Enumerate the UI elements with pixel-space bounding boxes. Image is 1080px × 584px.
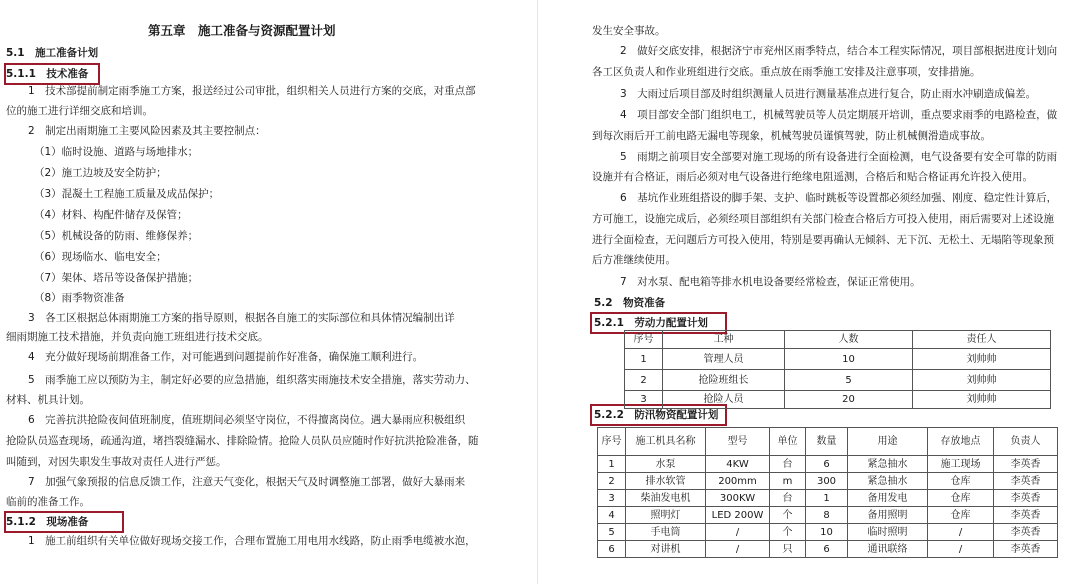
table-cell: 台 (770, 490, 806, 507)
table-header-cell: 责任人 (913, 331, 1051, 349)
table-cell: 6 (598, 541, 626, 558)
paragraph-line: 后方准继续使用。 (592, 254, 676, 266)
table-cell: 备用发电 (848, 490, 928, 507)
table-cell: 李英香 (994, 524, 1058, 541)
table-row (598, 541, 1058, 558)
paragraph-line: 7 对水泵、配电箱等排水机电设备要经常检查，保证正常使用。 (620, 276, 921, 288)
table-cell: 2 (598, 473, 626, 490)
section-5-2-1-heading: 5.2.1 劳动力配置计划 (594, 317, 708, 329)
table-cell: 10 (785, 349, 913, 370)
table-cell: 刘帅帅 (913, 370, 1051, 391)
paragraph-line: 6 基坑作业班组搭设的脚手架、支护、临时跳板等设置都必须经加强、刚度、稳定性计算后， (620, 192, 1058, 204)
table-cell: 个 (770, 524, 806, 541)
paragraph-line: 2 做好交底安排，根据济宁市兖州区雨季特点，结合本工程实际情况，项目部根据进度计划向 (620, 45, 1058, 57)
table-cell: / (706, 524, 770, 541)
paragraph-line: 设施并有合格证，雨后必须对电气设备进行绝缘电阻遥测，合格后和贴合格证再允许投入使用。 (592, 171, 1033, 183)
paragraph-line: 方可施工，设施完成后，必须经项目部组织有关部门检查合格后方可投入使用，雨后需要对上述设施 (592, 213, 1054, 225)
table-cell: 李英香 (994, 541, 1058, 558)
table-header-cell: 型号 (706, 428, 770, 456)
table-header-cell: 施工机具名称 (626, 428, 706, 456)
list-item: （1）临时设施、道路与场地排水； (34, 146, 199, 158)
section-5-1-1-heading: 5.1.1 技术准备 (6, 68, 89, 80)
table-cell: 柴油发电机 (626, 490, 706, 507)
table-cell: / (928, 541, 994, 558)
table-header-cell: 用途 (848, 428, 928, 456)
paragraph-line: 7 加强气象预报的信息反馈工作，注意天气变化，根据天气及时调整施工部署，做好大暴雨来 (28, 476, 466, 488)
table-cell: 刘帅帅 (913, 349, 1051, 370)
table-cell: 1 (806, 490, 848, 507)
table-cell: m (770, 473, 806, 490)
table-cell: 5 (598, 524, 626, 541)
table-header-cell: 负责人 (994, 428, 1058, 456)
table-row (625, 370, 1051, 391)
table-cell: 6 (806, 541, 848, 558)
chapter-title: 第五章 施工准备与资源配置计划 (148, 23, 336, 38)
table-cell: 3 (625, 391, 663, 409)
table-cell: 临时照明 (848, 524, 928, 541)
table-cell: 李英香 (994, 490, 1058, 507)
list-item: （4）材料、构配件储存及保管； (34, 209, 188, 221)
paragraph-line: 抢险队员巡查现场，疏通沟道，堵挡裂缝漏水、排除险情。抢险人员队员应随时作好抗洪抢险准备，随 (6, 435, 479, 447)
table-cell: 仓库 (928, 507, 994, 524)
table-header-cell: 序号 (598, 428, 626, 456)
table-cell: 水泵 (626, 456, 706, 473)
table-cell: 300KW (706, 490, 770, 507)
table-cell: 管理人员 (663, 349, 785, 370)
table-cell: 只 (770, 541, 806, 558)
section-5-2-2-heading: 5.2.2 防汛物资配置计划 (594, 409, 719, 421)
table-row (598, 507, 1058, 524)
list-item: （2）施工边坡及安全防护； (34, 167, 167, 179)
table-row (625, 391, 1051, 409)
table-cell: 施工现场 (928, 456, 994, 473)
table-cell: 300 (806, 473, 848, 490)
table-cell: LED 200W (706, 507, 770, 524)
table-cell: 备用照明 (848, 507, 928, 524)
paragraph-line: 6 完善抗洪抢险夜间值班制度，值班期间必须坚守岗位，不得擅离岗位。遇大暴雨应积极组织 (28, 414, 466, 426)
table-row (598, 524, 1058, 541)
table-cell: 手电筒 (626, 524, 706, 541)
table-cell: 10 (806, 524, 848, 541)
paragraph-line: 4 项目部安全部门组织电工，机械驾驶员等人员定期展开培训，重点要求雨季的电路检查，做 (620, 109, 1058, 121)
paragraph-line: 到每次雨后开工前电路无漏电等现象，机械驾驶员谨慎驾驶，防止机械侧滑造成事故。 (592, 130, 991, 142)
table-cell: 4KW (706, 456, 770, 473)
section-5-1-2-heading: 5.1.2 现场准备 (6, 516, 89, 528)
table-header-cell: 存放地点 (928, 428, 994, 456)
table-header-row (625, 331, 1051, 349)
table-cell: / (928, 524, 994, 541)
table-cell: 3 (598, 490, 626, 507)
paragraph-line: 5 雨期之前项目安全部要对施工现场的所有设备进行全面检测，电气设备要有安全可靠的防雨 (620, 151, 1058, 163)
table-cell: 紧急抽水 (848, 473, 928, 490)
table-cell: 20 (785, 391, 913, 409)
table-cell: 1 (625, 349, 663, 370)
paragraph-line: 发生安全事故。 (592, 25, 666, 37)
paragraph-line: 1 施工前组织有关单位做好现场交接工作，合理布置施工用电用水线路，防止雨季电缆被水泡， (28, 535, 476, 547)
table-cell: 200mm (706, 473, 770, 490)
paragraph-line: 细雨期施工技术措施，并负责向施工班组进行技术交底。 (6, 331, 269, 343)
paragraph-line: 3 各工区根据总体雨期施工方案的指导原则，根据各自施工的实际部位和具体情况编制出详 (28, 312, 455, 324)
table-cell: 抢险人员 (663, 391, 785, 409)
paragraph-line: 各工区负责人和作业班组进行交底。重点放在雨季施工安排及注意事项，安排措施。 (592, 66, 981, 78)
list-item: （3）混凝土工程施工质量及成品保护； (34, 188, 220, 200)
table-cell: 对讲机 (626, 541, 706, 558)
table-cell: 个 (770, 507, 806, 524)
table-cell: 排水软管 (626, 473, 706, 490)
paragraph-line: 进行全面检查，无问题后方可投入使用，特别是要再确认无倾斜、无下沉、无松土、无塌陷等现象预 (592, 234, 1054, 246)
table-cell: 照明灯 (626, 507, 706, 524)
table-header-row (598, 428, 1058, 456)
paragraph-line: 4 充分做好现场前期准备工作，对可能遇到问题提前作好准备，确保施工顺利进行。 (28, 351, 424, 363)
table-cell: 李英香 (994, 473, 1058, 490)
list-item: （7）架体、塔吊等设备保护措施； (34, 272, 199, 284)
table-cell: 抢险班组长 (663, 370, 785, 391)
list-item: （8）雨季物资准备 (34, 292, 125, 304)
table-cell: 仓库 (928, 473, 994, 490)
table-row (598, 490, 1058, 507)
table-cell: 5 (785, 370, 913, 391)
table-cell: 1 (598, 456, 626, 473)
paragraph-line: 5 雨季施工应以预防为主，制定好必要的应急措施，组织落实雨施技术安全措施，落实劳动力、 (28, 374, 476, 386)
table-row (625, 349, 1051, 370)
paragraph-line: 材料、机具计划。 (6, 394, 90, 406)
paragraph-line: 3 大雨过后项目部及时组织测量人员进行测量基准点进行复合，防止雨水冲刷造成偏差。 (620, 88, 1037, 100)
table-row (598, 473, 1058, 490)
table-cell: 8 (806, 507, 848, 524)
section-5-2-heading: 5.2 物资准备 (594, 297, 666, 309)
table-header-cell: 人数 (785, 331, 913, 349)
paragraph-line: 临前的准备工作。 (6, 496, 90, 508)
table-cell: 李英香 (994, 456, 1058, 473)
highlight-box (4, 63, 100, 85)
table-cell: 6 (806, 456, 848, 473)
table-cell: 台 (770, 456, 806, 473)
labor-table (624, 330, 1051, 409)
table-header-cell: 数量 (806, 428, 848, 456)
table-header-cell: 工种 (663, 331, 785, 349)
left-column (6, 0, 482, 584)
section-5-1-heading: 5.1 施工准备计划 (6, 47, 99, 59)
table-row (598, 456, 1058, 473)
table-header-cell: 单位 (770, 428, 806, 456)
column-divider (537, 0, 538, 584)
table-cell: 通讯联络 (848, 541, 928, 558)
list-item: （6）现场临水、临电安全； (34, 251, 167, 263)
table-cell: 4 (598, 507, 626, 524)
table-header-cell: 序号 (625, 331, 663, 349)
table-cell: 紧急抽水 (848, 456, 928, 473)
table-cell: 刘帅帅 (913, 391, 1051, 409)
table-cell: 2 (625, 370, 663, 391)
highlight-box (4, 511, 124, 533)
equipment-table (597, 427, 1058, 558)
paragraph-line: 1 技术部提前制定雨季施工方案，报送经过公司审批，组织相关人员进行方案的交底，对重点部 (28, 85, 476, 97)
paragraph-line: 2 制定出雨期施工主要风险因素及其主要控制点： (28, 125, 266, 137)
paragraph-line: 位的施工进行详细交底和培训。 (6, 105, 153, 117)
table-cell: / (706, 541, 770, 558)
list-item: （5）机械设备的防雨、维修保养； (34, 230, 199, 242)
paragraph-line: 叫随到，对因失职发生事故对责任人进行严惩。 (6, 456, 227, 468)
table-cell: 仓库 (928, 490, 994, 507)
table-cell: 李英香 (994, 507, 1058, 524)
